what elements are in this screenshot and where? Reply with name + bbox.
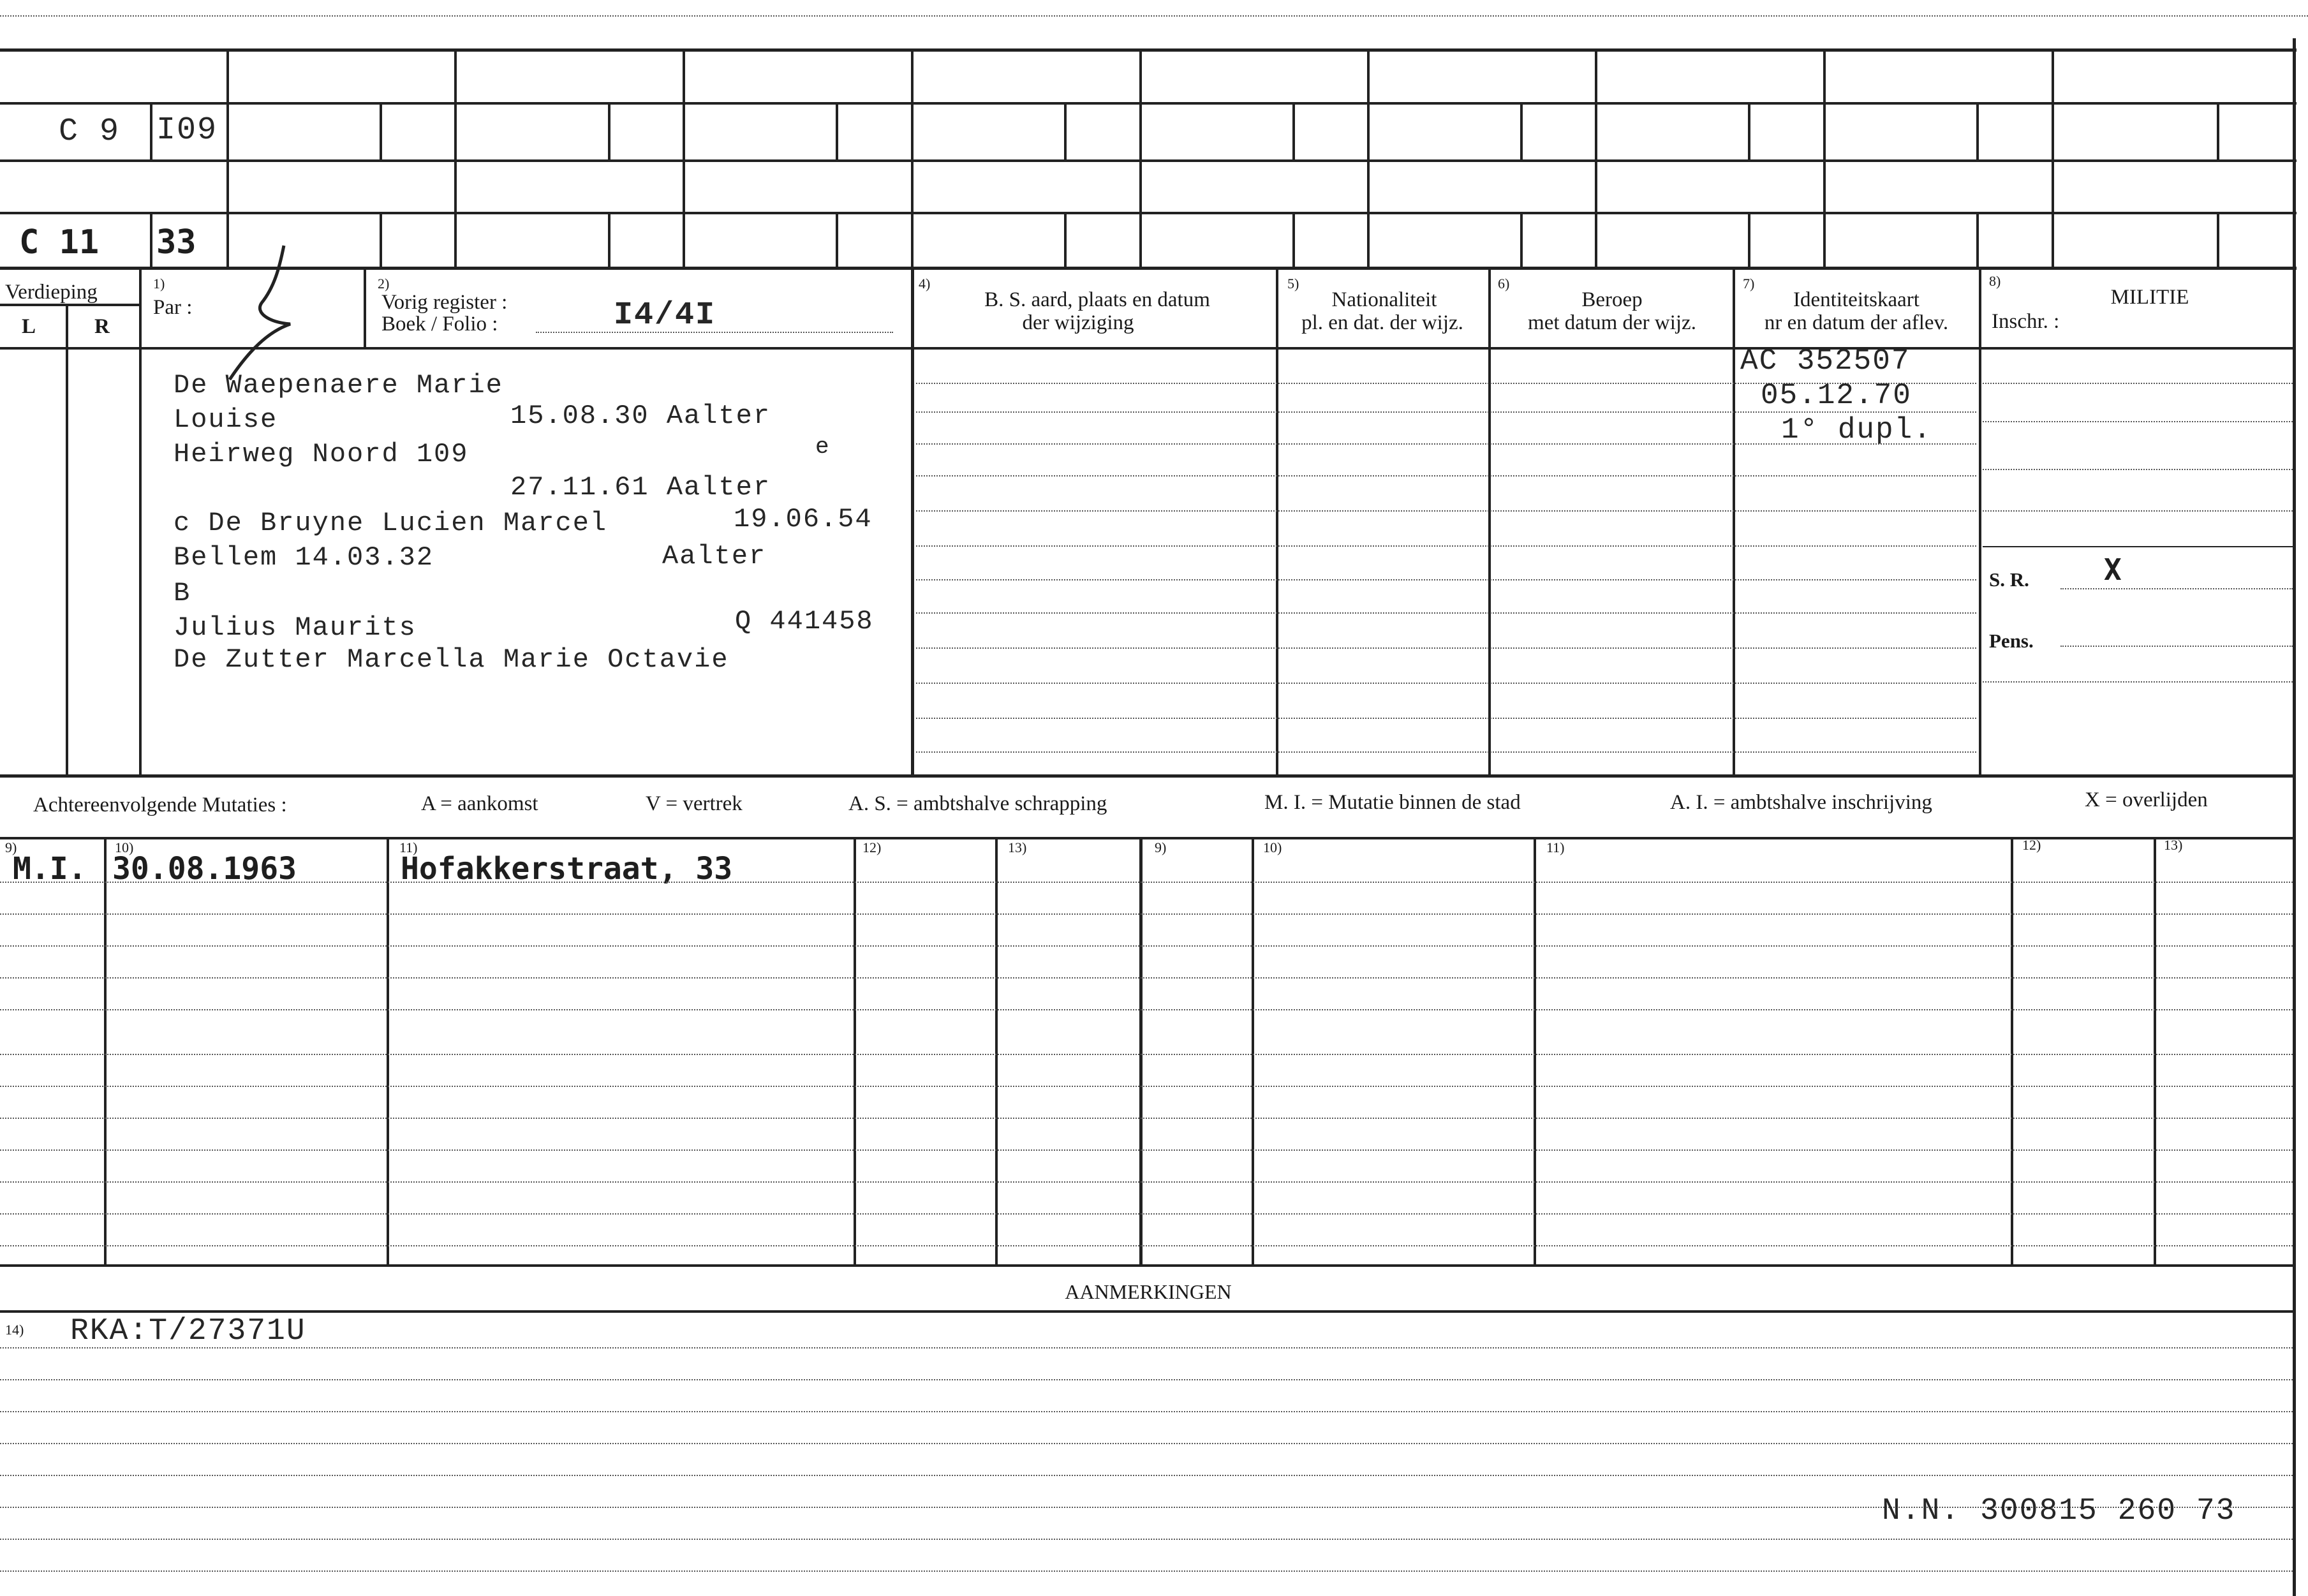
grid-col	[911, 48, 914, 267]
mut-col-9: 9)	[5, 839, 17, 855]
verdieping-left: L	[22, 315, 36, 338]
row-line-1	[0, 102, 2297, 105]
vorig-value-line	[536, 332, 893, 333]
grid-subcol	[380, 212, 382, 267]
beroep-line-1: Beroep	[1581, 288, 1643, 311]
grid-subcol	[380, 102, 382, 159]
bs-line-2: der wijziging	[1022, 311, 1134, 334]
grid-subcol	[608, 212, 610, 267]
grid-col	[226, 48, 229, 267]
militie-sr-value: X	[2104, 552, 2122, 587]
top-row-1-code: C 9	[59, 114, 121, 150]
mut-rule	[0, 1213, 2293, 1215]
remarks-rule	[0, 1411, 2293, 1412]
grid-subcol	[1748, 212, 1750, 267]
grid-subcol	[836, 212, 838, 267]
grid-subcol	[2217, 212, 2219, 267]
legend-mutatie-binnen: M. I. = Mutatie binnen de stad	[1264, 791, 1521, 814]
mut-col-line	[2011, 837, 2013, 1264]
grid-col	[1823, 48, 1826, 267]
id-number-label: 7)	[1743, 276, 1755, 292]
mut-col-line	[387, 837, 389, 1264]
id-card-number: AC 352507	[1740, 344, 1911, 378]
remarks-number: 14)	[5, 1322, 24, 1338]
militie-title: MILITIE	[2110, 286, 2189, 309]
bs-rule	[916, 475, 1976, 477]
grid-subcol	[836, 102, 838, 159]
bs-rule	[916, 545, 1976, 547]
mut-col-line	[104, 837, 107, 1264]
grid-subcol	[608, 102, 610, 159]
militie-rule	[1983, 510, 2293, 512]
grid-col	[683, 48, 685, 267]
bs-rule	[916, 647, 1976, 649]
mut-col-10: 10)	[115, 839, 134, 855]
person-residence-date: 27.11.61 Aalter	[510, 472, 771, 503]
mut-col-13b: 13)	[2164, 837, 2183, 853]
bs-line-1: B. S. aard, plaats en datum	[984, 288, 1210, 311]
grid-right-edge	[2293, 38, 2296, 1596]
mutation-type: M.I.	[13, 851, 87, 887]
mut-mid-line	[1139, 837, 1143, 1264]
id-card-note: 1° dupl.	[1781, 413, 1932, 447]
grid-col	[454, 48, 457, 267]
person-line-3: Heirweg Noord 109	[174, 439, 469, 469]
par-label: Par :	[153, 296, 193, 319]
spouse-place: Aalter	[662, 541, 767, 572]
nat-line-2: pl. en dat. der wijz.	[1301, 311, 1463, 334]
bs-rule	[916, 683, 1976, 684]
mut-col-11: 11)	[399, 839, 418, 855]
mut-col-10b: 10)	[1263, 839, 1282, 855]
col-line-nat	[1488, 267, 1491, 776]
bs-rule	[916, 579, 1976, 580]
verdieping-lr-split	[66, 304, 68, 776]
bs-number: 4)	[919, 276, 931, 292]
mut-col-line	[854, 837, 856, 1264]
remarks-rule	[0, 1539, 2293, 1540]
col-line-beroep	[1733, 267, 1735, 776]
vorig-number: 2)	[378, 276, 390, 292]
id-line-2: nr en datum der aflev.	[1764, 311, 1949, 334]
top-row-2-number: 33	[156, 223, 196, 262]
top-row-2-code: C 11	[19, 223, 100, 262]
grid-col	[2052, 48, 2054, 267]
col-line-id	[1979, 267, 1981, 776]
beroep-line-2: met datum der wijz.	[1528, 311, 1696, 334]
spouse-id: Q 441458	[735, 606, 874, 637]
grid-subcol	[1976, 212, 1979, 267]
mut-col-line	[2154, 837, 2156, 1264]
vorig-value: I4/4I	[614, 297, 716, 334]
mut-rule	[0, 1086, 2293, 1087]
grid-subcol	[1064, 102, 1067, 159]
top-edge-line	[0, 15, 2308, 17]
grid-subcol	[1520, 102, 1523, 159]
row-line-2	[0, 159, 2297, 162]
mut-col-12b: 12)	[2022, 837, 2041, 853]
footer-nn-number: N.N. 300815 260 73	[1882, 1494, 2236, 1528]
beroep-number: 6)	[1498, 276, 1510, 292]
mut-col-11b: 11)	[1546, 839, 1565, 855]
bs-rule	[916, 751, 1976, 753]
mut-rule	[0, 882, 2293, 883]
person-line-7: Julius Maurits	[174, 612, 417, 643]
remarks-rule	[0, 1475, 2293, 1476]
remarks-rule	[0, 1570, 2293, 1572]
person-line-4: c De Bruyne Lucien Marcel	[174, 508, 608, 538]
spouse-date: 19.06.54	[734, 504, 873, 535]
mut-rule	[0, 1009, 2293, 1010]
bs-rule	[916, 612, 1976, 614]
person-line-5: Bellem 14.03.32	[174, 542, 434, 573]
remarks-rule	[0, 1347, 2293, 1348]
militie-inschr: Inschr. :	[1992, 310, 2060, 333]
grid-subcol	[150, 212, 152, 267]
mut-col-line	[1252, 837, 1254, 1264]
militie-rule	[1983, 681, 2293, 683]
grid-subcol	[1292, 212, 1295, 267]
nat-number: 5)	[1287, 276, 1299, 292]
par-number: 1)	[153, 276, 165, 292]
grid-subcol	[150, 102, 152, 159]
legend-vertrek: V = vertrek	[646, 792, 743, 815]
mut-col-line	[995, 837, 998, 1264]
top-row-1-number: I09	[156, 112, 218, 149]
vorig-line-2: Boek / Folio :	[381, 313, 498, 336]
verdieping-right: R	[94, 315, 110, 338]
remarks-rule	[0, 1443, 2293, 1444]
mutation-address: Hofakkerstraat, 33	[401, 851, 733, 887]
mut-col-13: 13)	[1008, 839, 1027, 855]
militie-pens-label: Pens.	[1989, 630, 2034, 652]
person-line-8: De Zutter Marcella Marie Octavie	[174, 644, 729, 675]
mut-rule	[0, 1181, 2293, 1183]
mut-col-12: 12)	[862, 839, 882, 855]
mut-rule	[0, 913, 2293, 915]
mut-rule	[0, 945, 2293, 947]
id-card-date: 05.12.70	[1761, 379, 1912, 412]
mut-rule	[0, 1118, 2293, 1119]
remarks-title: AANMERKINGEN	[1065, 1280, 1232, 1303]
mut-rule	[0, 977, 2293, 979]
militie-number: 8)	[1989, 273, 2001, 289]
legend-ambtshalve-inschrijving: A. I. = ambtshalve inschrijving	[1670, 791, 1932, 814]
mut-col-9b: 9)	[1155, 839, 1167, 855]
militie-rule	[1983, 469, 2293, 470]
mutation-date: 30.08.1963	[112, 851, 297, 887]
person-line-2: Louise	[174, 404, 278, 435]
grid-subcol	[2217, 102, 2219, 159]
legend-ambtshalve-schrapping: A. S. = ambtshalve schrapping	[848, 792, 1107, 815]
mut-col-line	[1534, 837, 1536, 1264]
militie-divider	[1983, 546, 2293, 547]
data-block-bottom	[0, 774, 2293, 778]
mutations-top	[0, 837, 2293, 839]
mut-rule	[0, 1245, 2293, 1246]
militie-sr-line	[2060, 588, 2293, 589]
militie-rule	[1983, 421, 2293, 422]
militie-sr-label: S. R.	[1989, 568, 2029, 591]
bs-rule	[916, 718, 1976, 719]
remarks-rule	[0, 1379, 2293, 1380]
grid-subcol	[1748, 102, 1750, 159]
row-line-3	[0, 212, 2297, 214]
person-line-1: De Waepenaere Marie	[174, 370, 503, 401]
mutations-bottom	[0, 1264, 2293, 1267]
grid-col	[1139, 48, 1142, 267]
verdieping-split	[0, 304, 139, 306]
vorig-line-1: Vorig register :	[381, 291, 508, 314]
militie-pens-line	[2060, 646, 2293, 647]
col-line-bs	[1276, 267, 1278, 776]
grid-subcol	[1976, 102, 1979, 159]
col-line-vorig	[911, 267, 914, 776]
mutations-title: Achtereenvolgende Mutaties :	[33, 794, 287, 816]
grid-col	[1367, 48, 1370, 267]
mut-rule	[0, 1149, 2293, 1151]
col-line-verdieping	[139, 267, 142, 776]
grid-subcol	[1520, 212, 1523, 267]
mut-rule	[0, 1054, 2293, 1055]
verdieping-label: Verdieping	[5, 281, 98, 304]
remarks-top-line	[0, 1310, 2293, 1313]
person-line-6: B	[174, 578, 191, 609]
nat-line-1: Nationaliteit	[1331, 288, 1437, 311]
legend-aankomst: A = aankomst	[421, 792, 538, 815]
grid-subcol	[1064, 212, 1067, 267]
militie-rule	[1983, 383, 2293, 384]
person-birth: 15.08.30 Aalter	[510, 401, 771, 431]
bs-rule	[916, 510, 1976, 512]
person-residence-mark: e	[815, 434, 831, 460]
grid-col	[1595, 48, 1597, 267]
legend-overlijden: X = overlijden	[2085, 788, 2208, 811]
remarks-text: RKA:T/27371U	[70, 1314, 306, 1348]
top-rule	[0, 48, 2297, 52]
grid-subcol	[1292, 102, 1295, 159]
id-line-1: Identiteitskaart	[1793, 288, 1920, 311]
col-line-par	[364, 267, 366, 347]
